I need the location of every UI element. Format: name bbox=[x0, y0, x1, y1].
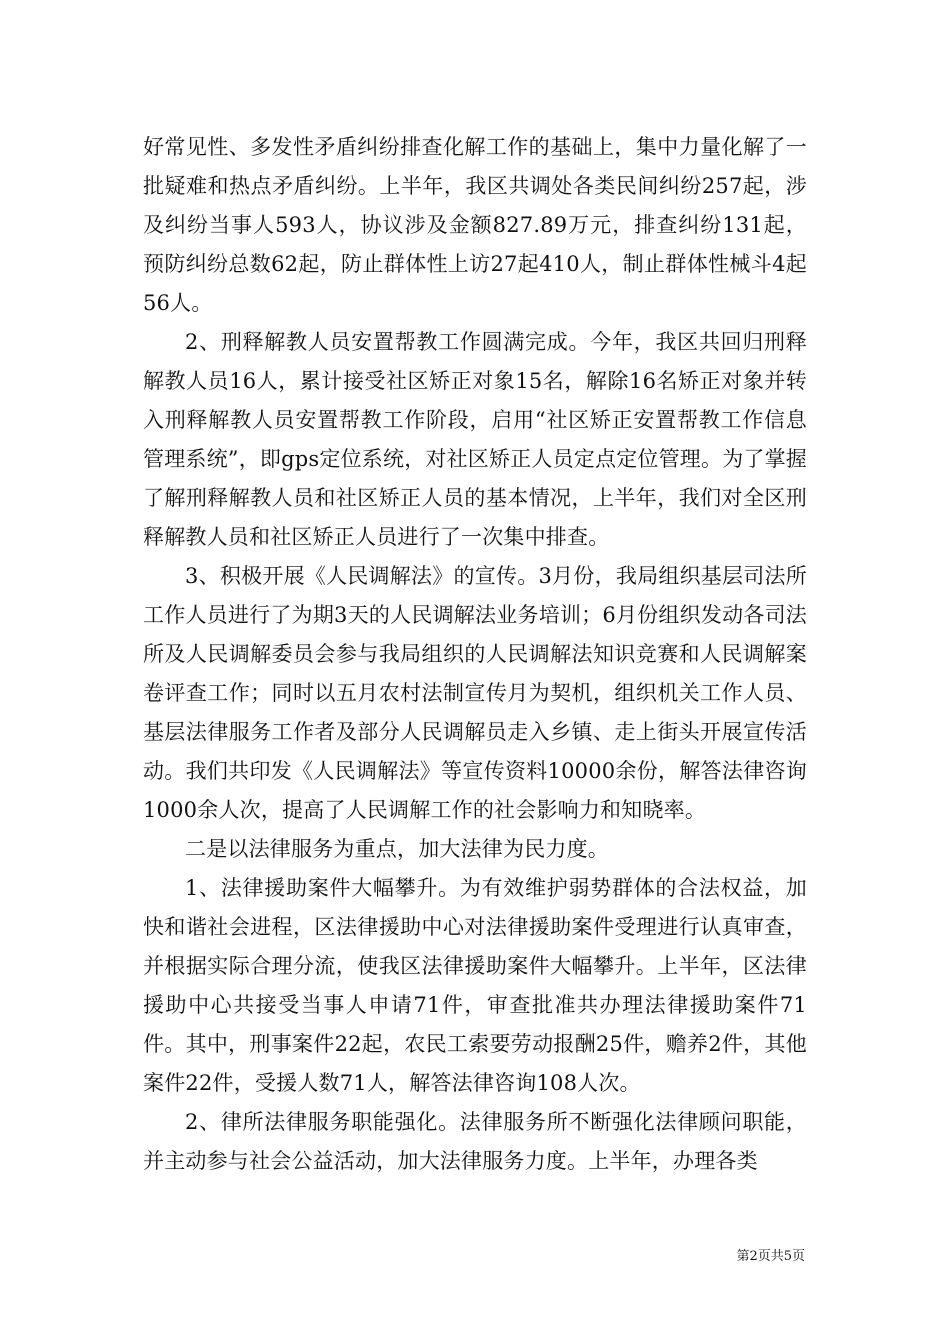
paragraph-resettlement-assistance: 2、刑释解教人员安置帮教工作圆满完成。今年，我区共回归刑释解教人员16人，累计接受社区矫正对象15名，解除16名矫正对象并转入刑释解教人员安置帮教工作阶段，启用“社区矫正安置帮教工作信息管理系统”，即gps定位系统，对社区矫正人员定点定位管理。为了掌握了解刑释解教人员和社区矫正人员的基本情况，上半年，我们对全区刑释解教人员和社区矫正人员进行了一次集中排查。 bbox=[143, 330, 807, 549]
paragraph-law-firm-services: 2、律所法律服务职能强化。法律服务所不断强化法律顾问职能，并主动参与社会公益活动，加大法律服务力度。上半年，办理各类 bbox=[143, 1110, 807, 1173]
paragraph-dispute-mediation: 好常见性、多发性矛盾纠纷排查化解工作的基础上，集中力量化解了一批疑难和热点矛盾纠纷。上半年，我区共调处各类民间纠纷257起，涉及纠纷当事人593人，协议涉及金额827.89万元，排查纠纷131起，预防纠纷总数62起，防止群体性上访27起410人，制止群体性械斗4起56人。 bbox=[143, 135, 807, 315]
page-number: 第2页共5页 bbox=[736, 1249, 805, 1264]
paragraph-mediation-law-publicity: 3、积极开展《人民调解法》的宣传。3月份，我局组织基层司法所工作人员进行了为期3天的人民调解法业务培训；6月份组织发动各司法所及人民调解委员会参与我局组织的人民调解法知识竞赛和人民调解案卷评查工作；同时以五月农村法制宣传月为契机，组织机关工作人员、基层法律服务工作者及部分人民调解员走入乡镇、走上街头开展宣传活动。我们共印发《人民调解法》等宣传资料10000余份，解答法律咨询1000余人次，提高了人民调解工作的社会影响力和知晓率。 bbox=[143, 564, 807, 822]
paragraph-legal-aid-cases: 1、法律援助案件大幅攀升。为有效维护弱势群体的合法权益，加快和谐社会进程，区法律援助中心对法律援助案件受理进行认真审查，并根据实际合理分流，使我区法律援助案件大幅攀升。上半年，区法律援助中心共接受当事人申请71件，审查批准共办理法律援助案件71件。其中，刑事案件22起，农民工索要劳动报酬25件，赡养2件，其他案件22件，受援人数71人，解答法律咨询108人次。 bbox=[143, 876, 807, 1095]
document-body bbox=[143, 128, 807, 1181]
section-heading-legal-services: 二是以法律服务为重点，加大法律为民力度。 bbox=[185, 837, 609, 861]
